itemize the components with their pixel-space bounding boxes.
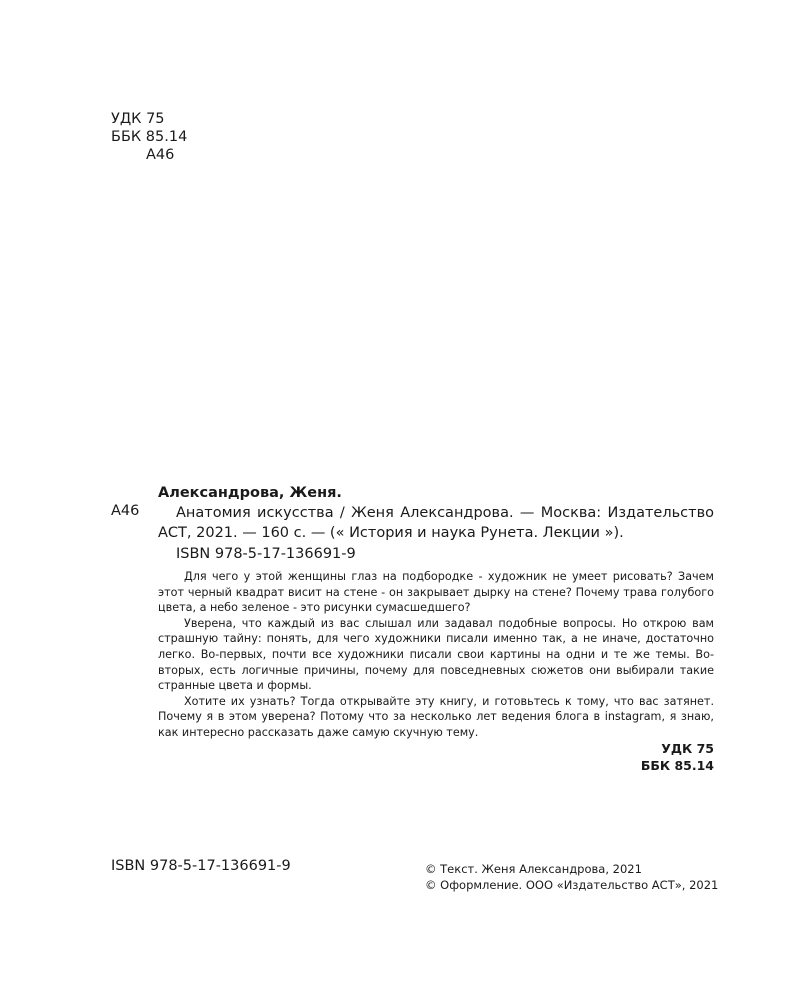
author-heading: Александрова, Женя. bbox=[158, 485, 342, 501]
footer-isbn: ISBN 978-5-17-136691-9 bbox=[111, 858, 291, 874]
annotation-udk: УДК 75 bbox=[661, 741, 714, 756]
copyright-block bbox=[425, 861, 718, 893]
annotation-classification bbox=[641, 740, 714, 774]
copyright-design: © Оформление. ООО «Издательство АСТ», 2021 bbox=[425, 878, 719, 892]
entry-isbn: ISBN 978-5-17-136691-9 bbox=[176, 546, 356, 562]
annotation-paragraph: Уверена, что каждый из вас слышал или задавал подобные вопросы. Но открою вам страшную тайну: понять, для чего художники писали именно так, а не иначе, достаточно легко. Во-первых, почти все художники писали свои картины на одни и те же темы. Во-вторых, есть логичные причины, почему для повседневных сюжетов они выбирали такие странные цвета и формы. bbox=[158, 616, 714, 693]
annotation-paragraph: Хотите их узнать? Тогда открывайте эту книгу, и готовьтесь к тому, что вас затянет. Почему я в этом уверена? Потому что за несколько лет ведения блога в instagram, я знаю, как интересно рассказать даже самую скучную тему. bbox=[158, 694, 714, 739]
copyright-text: © Текст. Женя Александрова, 2021 bbox=[425, 862, 642, 876]
udk-code: УДК 75 bbox=[111, 111, 165, 127]
annotation-bbk: ББК 85.14 bbox=[640, 758, 714, 773]
author-mark: А46 bbox=[146, 147, 175, 163]
entry-author-mark: А46 bbox=[111, 503, 140, 519]
annotation-paragraph: Для чего у этой женщины глаз на подбородке - художник не умеет рисовать? Зачем этот черный квадрат висит на стене - он закрывает дырку на стене? Почему трава голубого цвета, а небо зеленое - это рисунки сумасшедшего? bbox=[158, 570, 714, 615]
classification-block bbox=[111, 110, 187, 164]
bbk-code: ББК 85.14 bbox=[111, 129, 188, 145]
bibliographic-description: Анатомия искусства / Женя Александрова. — Москва: Издательство АСТ, 2021. — 160 с. — (« История и наука Рунета. Лекции »). bbox=[158, 505, 714, 541]
annotation bbox=[158, 569, 714, 741]
